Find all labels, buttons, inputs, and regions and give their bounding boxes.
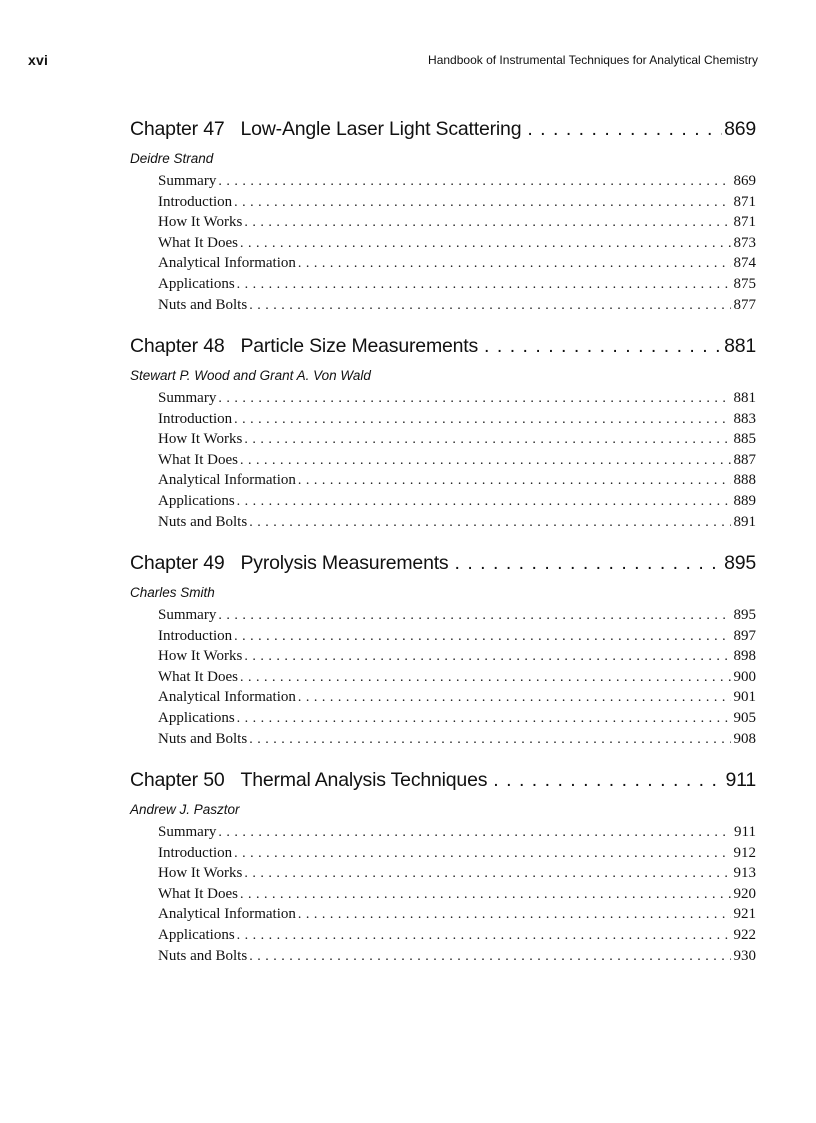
chapter-title: Low-Angle Laser Light Scattering — [240, 118, 522, 140]
section-name: Summary — [158, 824, 217, 840]
toc-entry[interactable] — [158, 411, 756, 432]
toc-entry[interactable] — [158, 927, 756, 948]
section-list — [158, 390, 756, 534]
toc-entry[interactable] — [158, 214, 756, 235]
section-page-number: 911 — [734, 824, 756, 840]
section-name: Summary — [158, 607, 217, 623]
toc-entry[interactable] — [158, 731, 756, 752]
dot-leader — [527, 118, 722, 141]
toc-entry[interactable] — [158, 845, 756, 866]
dot-leader — [298, 907, 731, 923]
section-name: Analytical Information — [158, 689, 296, 706]
table-of-contents — [130, 118, 756, 986]
toc-entry[interactable] — [158, 865, 756, 886]
toc-entry[interactable] — [158, 948, 756, 969]
chapter-author: Andrew J. Pasztor — [130, 802, 240, 817]
dot-leader — [298, 473, 731, 489]
dot-leader — [249, 298, 730, 314]
section-page-number: 900 — [733, 668, 756, 685]
toc-entry[interactable] — [158, 493, 756, 514]
chapter-title: Thermal Analysis Techniques — [240, 769, 488, 791]
chapter-page-number: 869 — [724, 118, 756, 140]
toc-entry[interactable] — [158, 628, 756, 649]
section-name: How It Works — [158, 431, 243, 448]
section-page-number: 885 — [733, 431, 756, 448]
section-list — [158, 607, 756, 751]
toc-entry[interactable] — [158, 689, 756, 710]
dot-leader — [237, 494, 731, 510]
dot-leader — [493, 769, 723, 792]
section-page-number: 877 — [733, 296, 756, 313]
section-name: Applications — [158, 709, 235, 726]
toc-entry[interactable] — [158, 824, 756, 845]
toc-entry[interactable] — [158, 906, 756, 927]
chapter-author: Deidre Strand — [130, 151, 214, 166]
section-page-number: 921 — [733, 906, 756, 923]
section-name: Summary — [158, 173, 217, 189]
dot-leader — [249, 732, 730, 748]
section-page-number: 891 — [733, 513, 756, 530]
dot-leader — [240, 670, 731, 686]
section-name: Analytical Information — [158, 255, 296, 272]
chapter-47 — [130, 118, 756, 335]
section-name: Nuts and Bolts — [158, 947, 248, 964]
dot-leader — [240, 453, 731, 469]
section-page-number: 930 — [733, 947, 756, 964]
chapter-49 — [130, 552, 756, 769]
chapter-heading[interactable] — [130, 335, 756, 363]
section-page-number: 869 — [733, 173, 756, 189]
section-page-number: 895 — [733, 607, 756, 623]
section-name: How It Works — [158, 214, 243, 231]
section-page-number: 873 — [733, 234, 756, 251]
chapter-label: Chapter 49 — [130, 552, 225, 574]
toc-entry[interactable] — [158, 514, 756, 535]
section-page-number: 881 — [733, 390, 756, 406]
dot-leader — [218, 391, 730, 407]
chapter-label: Chapter 50 — [130, 769, 225, 791]
section-page-number: 901 — [733, 689, 756, 706]
dot-leader — [249, 515, 730, 531]
section-page-number: 913 — [733, 865, 756, 882]
section-name: Nuts and Bolts — [158, 730, 248, 747]
running-title: Handbook of Instrumental Techniques for Analytical Chemistry — [428, 53, 758, 67]
section-page-number: 874 — [733, 255, 756, 272]
chapter-label: Chapter 47 — [130, 118, 225, 140]
toc-entry[interactable] — [158, 276, 756, 297]
dot-leader — [218, 608, 730, 624]
section-page-number: 889 — [733, 492, 756, 509]
dot-leader — [298, 690, 731, 706]
toc-entry[interactable] — [158, 297, 756, 318]
toc-entry[interactable] — [158, 173, 756, 194]
toc-entry[interactable] — [158, 431, 756, 452]
chapter-page-number: 895 — [724, 552, 756, 574]
dot-leader — [244, 215, 730, 231]
section-name: Applications — [158, 926, 235, 943]
section-name: What It Does — [158, 451, 238, 468]
section-page-number: 887 — [733, 451, 756, 468]
section-page-number: 883 — [733, 410, 756, 427]
chapter-title: Pyrolysis Measurements — [240, 552, 449, 574]
dot-leader — [237, 277, 731, 293]
chapter-48 — [130, 335, 756, 552]
section-list — [158, 173, 756, 317]
toc-entry[interactable] — [158, 648, 756, 669]
chapter-heading[interactable] — [130, 118, 756, 146]
section-name: How It Works — [158, 865, 243, 882]
section-page-number: 905 — [733, 709, 756, 726]
toc-entry[interactable] — [158, 607, 756, 628]
dot-leader — [240, 887, 731, 903]
dot-leader — [244, 866, 730, 882]
dot-leader — [218, 825, 731, 841]
section-page-number: 871 — [733, 214, 756, 231]
section-page-number: 875 — [733, 275, 756, 292]
dot-leader — [244, 432, 730, 448]
dot-leader — [234, 629, 730, 645]
section-name: Nuts and Bolts — [158, 296, 248, 313]
dot-leader — [234, 846, 730, 862]
dot-leader — [249, 949, 730, 965]
dot-leader — [484, 335, 722, 358]
toc-entry[interactable] — [158, 472, 756, 493]
section-page-number: 920 — [733, 885, 756, 902]
section-page-number: 898 — [733, 648, 756, 665]
dot-leader — [237, 711, 731, 727]
toc-entry[interactable] — [158, 235, 756, 256]
section-name: What It Does — [158, 885, 238, 902]
toc-entry[interactable] — [158, 710, 756, 731]
section-name: Summary — [158, 390, 217, 406]
section-page-number: 908 — [733, 730, 756, 747]
dot-leader — [237, 928, 731, 944]
dot-leader — [454, 552, 722, 575]
section-name: Analytical Information — [158, 906, 296, 923]
page-header — [28, 52, 758, 72]
dot-leader — [234, 412, 730, 428]
dot-leader — [234, 195, 730, 211]
toc-entry[interactable] — [158, 452, 756, 473]
toc-entry[interactable] — [158, 194, 756, 215]
chapter-author: Stewart P. Wood and Grant A. Von Wald — [130, 368, 371, 383]
section-name: Introduction — [158, 410, 233, 427]
section-name: Nuts and Bolts — [158, 513, 248, 530]
chapter-heading[interactable] — [130, 769, 756, 797]
chapter-label: Chapter 48 — [130, 335, 225, 357]
section-name: Applications — [158, 275, 235, 292]
chapter-author: Charles Smith — [130, 585, 215, 600]
chapter-heading[interactable] — [130, 552, 756, 580]
page-number: xvi — [28, 52, 49, 68]
chapter-title: Particle Size Measurements — [240, 335, 479, 357]
toc-entry[interactable] — [158, 255, 756, 276]
chapter-50 — [130, 769, 756, 986]
chapter-page-number: 911 — [725, 769, 756, 791]
dot-leader — [240, 236, 731, 252]
section-page-number: 888 — [733, 472, 756, 489]
section-page-number: 897 — [733, 627, 756, 644]
dot-leader — [244, 649, 730, 665]
section-page-number: 922 — [733, 926, 756, 943]
section-name: Introduction — [158, 844, 233, 861]
section-name: Introduction — [158, 627, 233, 644]
section-name: Introduction — [158, 193, 233, 210]
section-name: Analytical Information — [158, 472, 296, 489]
dot-leader — [298, 256, 731, 272]
section-name: Applications — [158, 492, 235, 509]
toc-entry[interactable] — [158, 669, 756, 690]
section-page-number: 871 — [733, 193, 756, 210]
dot-leader — [218, 174, 730, 190]
section-name: What It Does — [158, 234, 238, 251]
section-name: What It Does — [158, 668, 238, 685]
toc-entry[interactable] — [158, 390, 756, 411]
section-page-number: 912 — [733, 844, 756, 861]
section-list — [158, 824, 756, 968]
section-name: How It Works — [158, 648, 243, 665]
toc-entry[interactable] — [158, 886, 756, 907]
chapter-page-number: 881 — [724, 335, 756, 357]
